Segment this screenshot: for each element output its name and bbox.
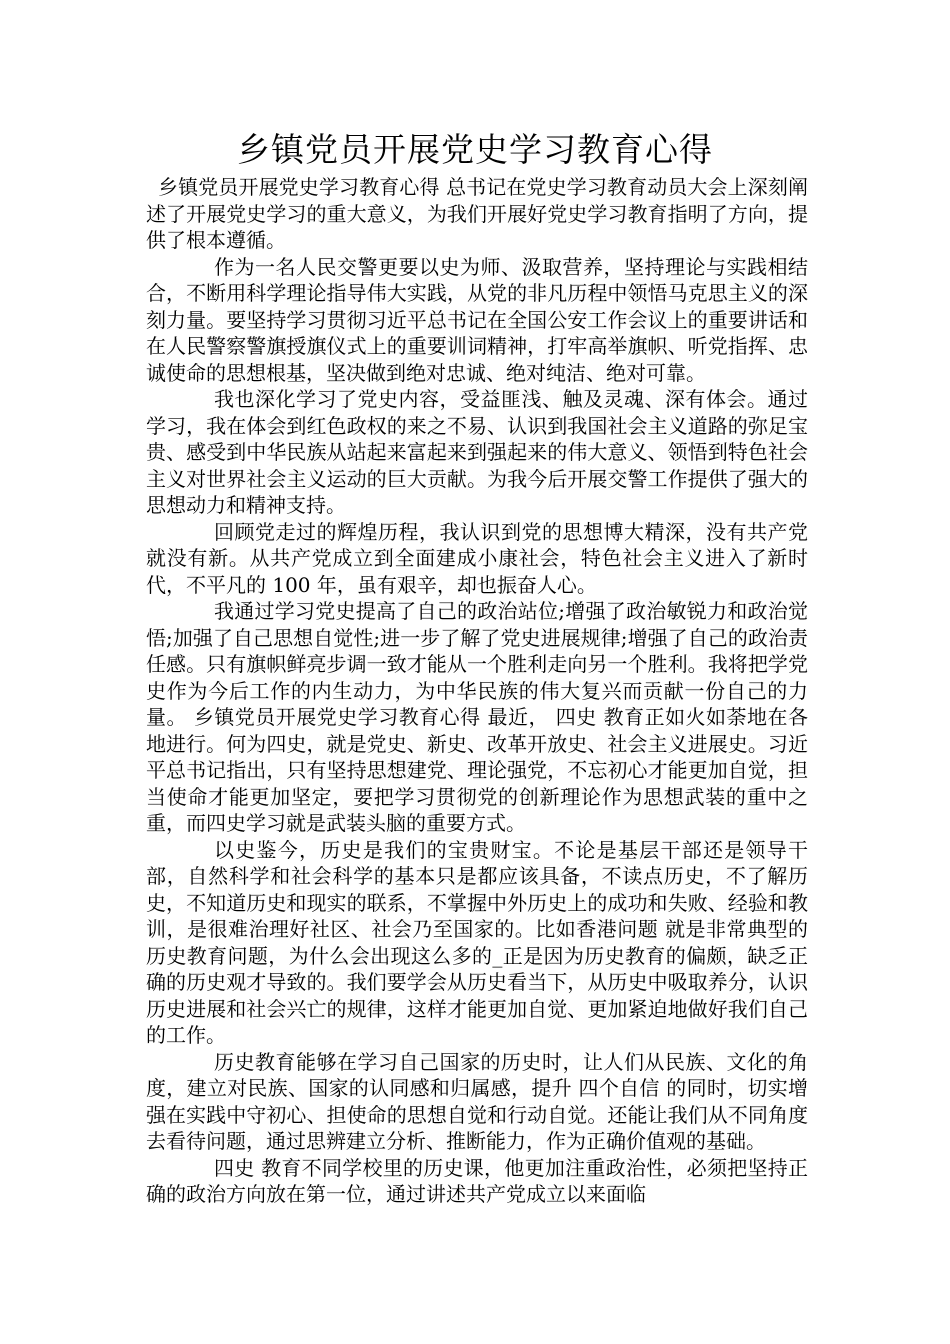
- paragraph: 我通过学习党史提高了自己的政治站位;增强了政治敏锐力和政治觉悟;加强了自己思想自觉性;进一步了解了党史进展规律;增强了自己的政治责任感。只有旗帜鲜亮步调一致才能从一个胜利走向另一个胜利。我将把学党史作为今后工作的内生动力，为中华民族的伟大复兴而贡献一份自己的力量。 乡镇党员开展党史学习教育心得 最近， 四史 教育正如火如荼地在各地进行。何为四史，就是党史、新史、改革开放史、社会主义进展史。习近平总书记指出，只有坚持思想建党、理论强党，不忘初心才能更加自觉，担当使命才能更加坚定，要把学习贯彻党的创新理论作为思想武装的重中之重，而四史学习就是武装头脑的重要方式。: [146, 599, 808, 835]
- document-title: 乡镇党员开展党史学习教育心得: [237, 130, 713, 169]
- paragraph: 以史鉴今，历史是我们的宝贵财宝。不论是基层干部还是领导干部，自然科学和社会科学的基本只是都应该具备，不读点历史，不了解历史，不知道历史和现实的联系，不掌握中外历史上的成功和失败、经验和教训，是很难治理好社区、社会乃至国家的。比如香港问题 就是非常典型的历史教育问题，为什么会出现这么多的_正是因为历史教育的偏颇，缺乏正确的历史观才导致的。我们要学会从历史看当下，从历史中吸取养分，认识历史进展和社会兴亡的规律，这样才能更加自觉、更加紧迫地做好我们自己的工作。: [146, 837, 808, 1047]
- paragraph: 四史 教育不同学校里的历史课，他更加注重政治性，必须把坚持正确的政治方向放在第一位，通过讲述共产党成立以来面临: [146, 1155, 808, 1206]
- paragraph: 乡镇党员开展党史学习教育心得 总书记在党史学习教育动员大会上深刻阐述了开展党史学习的重大意义，为我们开展好党史学习教育指明了方向，提供了根本遵循。: [146, 175, 808, 252]
- document-body: [146, 174, 808, 1208]
- paragraph: 历史教育能够在学习自己国家的历史时，让人们从民族、文化的角度，建立对民族、国家的认同感和归属感，提升 四个自信 的同时，切实增强在实践中守初心、担使命的思想自觉和行动自觉。还能让我们从不同角度去看待问题，通过思辨建立分析、推断能力，作为正确价值观的基础。: [146, 1049, 808, 1153]
- paragraph: 我也深化学习了党史内容，受益匪浅、触及灵魂、深有体会。通过学习，我在体会到红色政权的来之不易、认识到我国社会主义道路的弥足宝贵、感受到中华民族从站起来富起来到强起来的伟大意义、领悟到特色社会主义对世界社会主义运动的巨大贡献。为我今后开展交警工作提供了强大的思想动力和精神支持。: [146, 387, 808, 517]
- paragraph: 回顾党走过的辉煌历程，我认识到党的思想博大精深，没有共产党就没有新。从共产党成立到全面建成小康社会，特色社会主义进入了新时代，不平凡的 100 年，虽有艰辛，却也振奋人心。: [146, 519, 808, 597]
- paragraph: 作为一名人民交警更要以史为师、汲取营养，坚持理论与实践相结合，不断用科学理论指导伟大实践，从党的非凡历程中领悟马克思主义的深刻力量。要坚持学习贯彻习近平总书记在全国公安工作会议上的重要讲话和在人民警察警旗授旗仪式上的重要训词精神，打牢高举旗帜、听党指挥、忠诚使命的思想根基，坚决做到绝对忠诚、绝对纯洁、绝对可靠。: [146, 254, 808, 385]
